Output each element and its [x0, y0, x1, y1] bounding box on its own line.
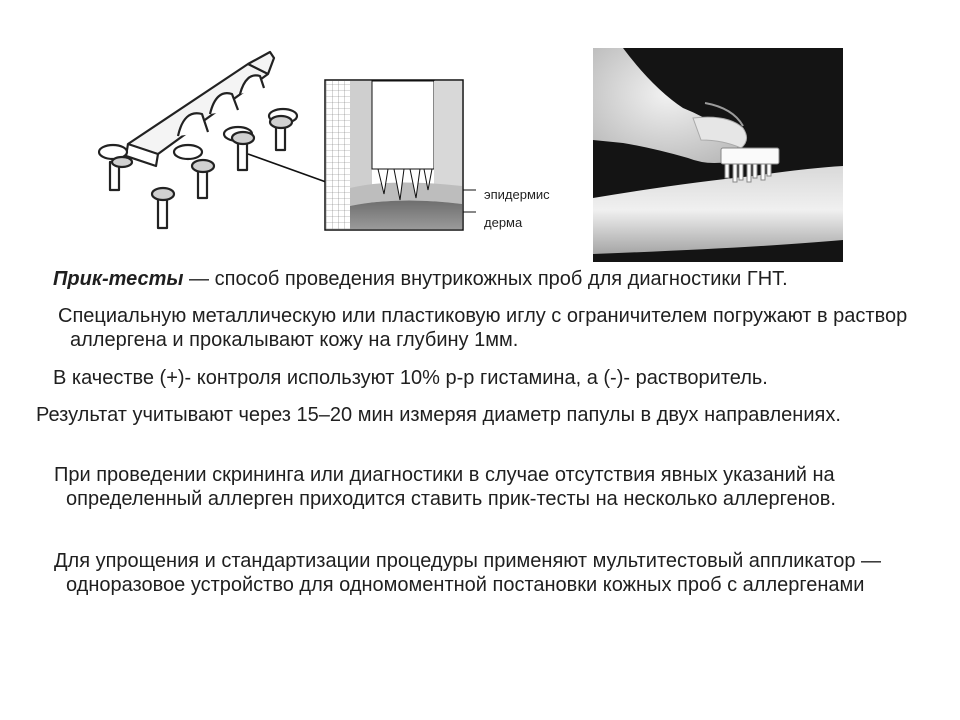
paragraph-screening: При проведении скрининга или диагностики в случае отсутствия явных указаний на определенный аллерген приходится ставить прик-тесты на несколько аллергенов.	[54, 464, 836, 510]
definition-text: — способ проведения внутрикожных проб для диагностики ГНТ.	[183, 268, 788, 290]
paragraph-applicator: Для упрощения и стандартизации процедуры применяют мультитестовый аппликатор — одноразовое устройство для одномоментной постановки кожных проб с аллергенами	[54, 550, 882, 596]
paragraph-control: В качестве (+)- контроля используют 10% р-р гистамина, а (-)- растворитель.	[53, 367, 768, 389]
skin-cross-section-drawing	[320, 78, 480, 233]
illustration-area	[0, 0, 960, 265]
multitest-applicator-drawing	[98, 44, 328, 234]
paragraph-result: Результат учитывают через 15–20 мин измеряя диаметр папулы в двух направлениях.	[36, 404, 841, 426]
term-prick-tests: Прик-тесты	[53, 268, 184, 290]
paragraph-needle: Специальную металлическую или пластиковую иглу с ограничителем погружают в раствор аллергена и прокалывают кожу на глубину 1мм.	[58, 305, 908, 351]
paragraph-definition	[53, 267, 933, 291]
label-epidermis: эпидермис	[484, 187, 550, 202]
applicator-on-arm-photo	[593, 48, 843, 262]
label-derma: дерма	[484, 215, 523, 230]
